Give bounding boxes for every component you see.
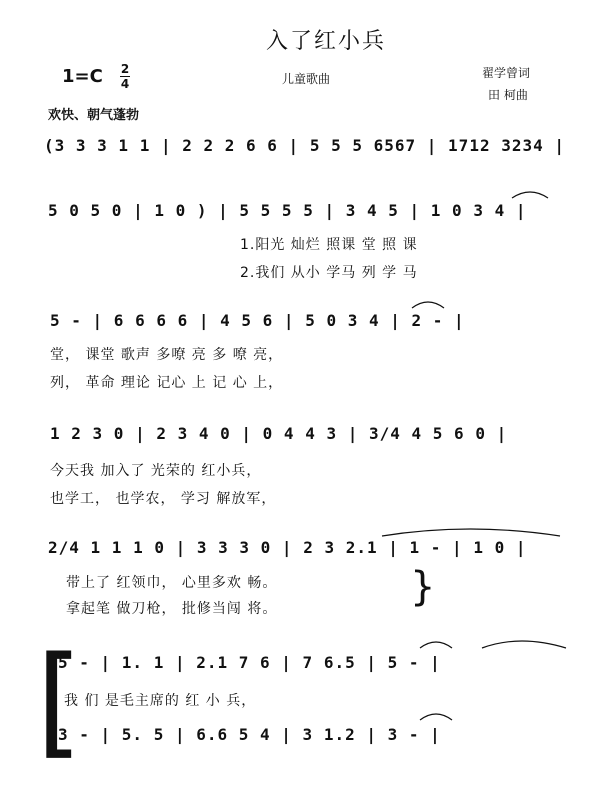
system-3-lyric-verse-2: 列， 革命 理论 记心 上 记 心 上， <box>50 375 284 391</box>
system-2-notes: 5 0 5 0 | 1 0 ) | 5 5 5 5 | 3 4 5 | 1 0 3 4 | <box>48 201 527 220</box>
system-4-lyric-verse-2: 也学工， 也学农， 学习 解放军， <box>50 491 277 507</box>
system-2-lyric-verse-1: 1.阳光 灿烂 照课 堂 照 课 <box>240 237 418 253</box>
system-1-notes: (3 3 3 1 1 | 2 2 2 6 6 | 5 5 5 6567 | 1712 3234 | <box>44 136 566 155</box>
system-6-lower-notes: 3 - | 5. 5 | 6.6 5 4 | 3 1.2 | 3 - | <box>58 725 441 744</box>
system-3-notes: 5 - | 6 6 6 6 | 4 5 6 | 5 0 3 4 | 2 - | <box>50 311 465 330</box>
system-2-lyric-verse-2: 2.我们 从小 学马 列 学 马 <box>240 265 418 281</box>
system-5-notes: 2/4 1 1 1 0 | 3 3 3 0 | 2 3 2.1 | 1 - | 1 0 | <box>48 538 527 557</box>
key-signature: 1=C <box>62 66 103 87</box>
song-title: 入了红小兵 <box>266 29 387 54</box>
composer-credit: 田 柯曲 <box>488 88 528 102</box>
system-6-lyric: 我 们 是毛主席的 红 小 兵， <box>64 693 257 709</box>
system-4-notes: 1 2 3 0 | 2 3 4 0 | 0 4 4 3 | 3/4 4 5 6 0 | <box>50 424 508 443</box>
time-signature-numerator: 2 <box>120 62 130 76</box>
system-5-lyric-verse-2: 拿起笔 做刀枪， 批修当闯 将。 <box>66 601 278 617</box>
system-3-lyric-verse-1: 堂， 课堂 歌声 多嘹 亮 多 嘹 亮， <box>50 347 284 363</box>
system-4-lyric-verse-1: 今天我 加入了 光荣的 红小兵， <box>50 463 262 479</box>
system-6-upper-notes: 5 - | 1. 1 | 2.1 7 6 | 7 6.5 | 5 - | <box>58 653 441 672</box>
tempo-marking: 欢快、朝气蓬勃 <box>48 108 140 123</box>
time-signature-denominator: 4 <box>120 77 130 91</box>
verse-brace: } <box>410 564 436 610</box>
song-subtitle: 儿童歌曲 <box>282 72 331 86</box>
staff-bracket: [ <box>36 632 83 771</box>
lyricist-credit: 翟学曾词 <box>482 66 531 80</box>
system-5-lyric-verse-1: 带上了 红领巾， 心里多欢 畅。 <box>66 575 278 591</box>
